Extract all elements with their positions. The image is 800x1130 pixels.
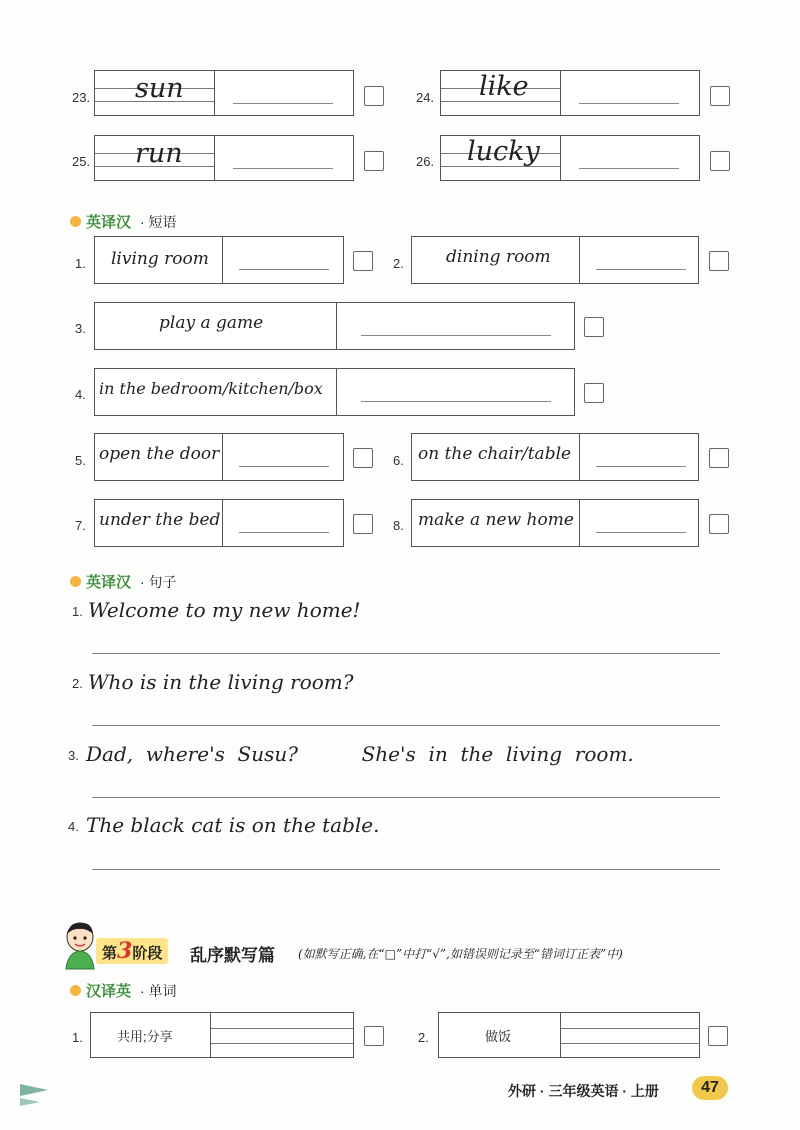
sentence-text: Welcome to my new home! [88,598,361,622]
phrase-text: on the chair/table [418,444,572,464]
phrase-text: make a new home [418,510,574,530]
answer-line[interactable] [92,869,720,870]
footer-book-title: 外研 · 三年级英语 · 上册 [508,1083,659,1099]
answer-line[interactable] [239,466,329,467]
phrase-text: open the door [99,444,220,464]
word-text: like [479,71,529,102]
item-number: 1. [72,1030,83,1045]
sentence-text: The black cat is on the table. [86,813,380,837]
item-number: 8. [393,518,404,533]
answer-line[interactable] [596,466,686,467]
check-box[interactable] [353,251,373,271]
check-box[interactable] [364,86,384,106]
stage-badge [96,938,168,964]
item-number: 4. [68,819,79,834]
item-number: 3. [68,748,79,763]
sentence-text: Who is in the living room? [88,670,354,694]
answer-line[interactable] [239,532,329,533]
check-box[interactable] [364,151,384,171]
answer-line[interactable] [361,335,551,336]
check-box[interactable] [709,448,729,468]
section-dot-icon [70,985,81,996]
answer-line[interactable] [361,401,551,402]
phrase-text: dining room [446,247,551,267]
stage-label-post: 阶段 [132,945,163,962]
stage-label-pre: 第 [102,945,118,962]
section-subtitle: · 短语 [140,214,177,230]
check-box[interactable] [710,151,730,171]
check-box[interactable] [708,1026,728,1046]
word-box [440,70,700,116]
sentence-text: Dad, where's Susu? She's in the living room. [86,742,634,766]
answer-line[interactable] [92,797,720,798]
item-number: 5. [75,453,86,468]
phrase-box [411,236,699,284]
word-text: lucky [467,136,540,167]
check-box[interactable] [364,1026,384,1046]
item-number: 1. [75,256,86,271]
page-corner-decoration-icon [18,1076,52,1110]
stage-number: 3 [117,938,133,964]
phrase-box [94,499,344,547]
check-box[interactable] [584,317,604,337]
phrase-box [411,433,699,481]
item-number: 2. [72,676,83,691]
item-number: 25. [72,154,91,169]
phrase-box [411,499,699,547]
phrase-box [94,433,344,481]
check-box[interactable] [709,251,729,271]
stage-title: 乱序默写篇 [190,946,275,965]
section-dot-icon [70,576,81,587]
phrase-text: under the bed [99,510,221,530]
item-number: 7. [75,518,86,533]
section-title: 英译汉 [86,574,132,591]
word-box [438,1012,700,1058]
word-box [90,1012,354,1058]
word-box [440,135,700,181]
cn-word-text: 共用;分享 [117,1029,173,1044]
item-number: 23. [72,90,91,105]
answer-line[interactable] [211,1028,353,1029]
item-number: 1. [72,604,83,619]
phrase-box [94,368,575,416]
check-box[interactable] [584,383,604,403]
check-box[interactable] [353,514,373,534]
section-subtitle: · 句子 [140,574,177,590]
stage-note: (如默写正确,在“□”中打“√”,如错误则记录至“错词订正表”中) [298,947,623,961]
phrase-box [94,236,344,284]
check-box[interactable] [709,514,729,534]
phrase-text: in the bedroom/kitchen/box [99,379,323,398]
answer-line[interactable] [233,168,333,169]
answer-line[interactable] [561,1028,699,1029]
section-subtitle: · 单词 [140,983,177,999]
item-number: 6. [393,453,404,468]
answer-line[interactable] [596,269,686,270]
phrase-text: play a game [159,313,264,333]
section-title: 英译汉 [86,214,132,231]
section-title: 汉译英 [86,983,132,1000]
answer-line[interactable] [233,103,333,104]
item-number: 26. [416,154,435,169]
answer-line[interactable] [561,1043,699,1044]
word-text: run [135,138,183,169]
item-number: 2. [418,1030,429,1045]
word-box [94,135,354,181]
page-number-badge [692,1076,728,1100]
word-box [94,70,354,116]
check-box[interactable] [353,448,373,468]
answer-line[interactable] [211,1043,353,1044]
answer-line[interactable] [92,653,720,654]
answer-line[interactable] [579,103,679,104]
item-number: 2. [393,256,404,271]
check-box[interactable] [710,86,730,106]
item-number: 4. [75,387,86,402]
section-dot-icon [70,216,81,227]
answer-line[interactable] [596,532,686,533]
page-number: 47 [701,1079,719,1096]
answer-line[interactable] [579,168,679,169]
word-text: sun [135,73,184,104]
cn-word-text: 做饭 [485,1029,512,1044]
item-number: 3. [75,321,86,336]
item-number: 24. [416,90,435,105]
phrase-box [94,302,575,350]
answer-line[interactable] [92,725,720,726]
answer-line[interactable] [239,269,329,270]
phrase-text: living room [111,249,209,269]
